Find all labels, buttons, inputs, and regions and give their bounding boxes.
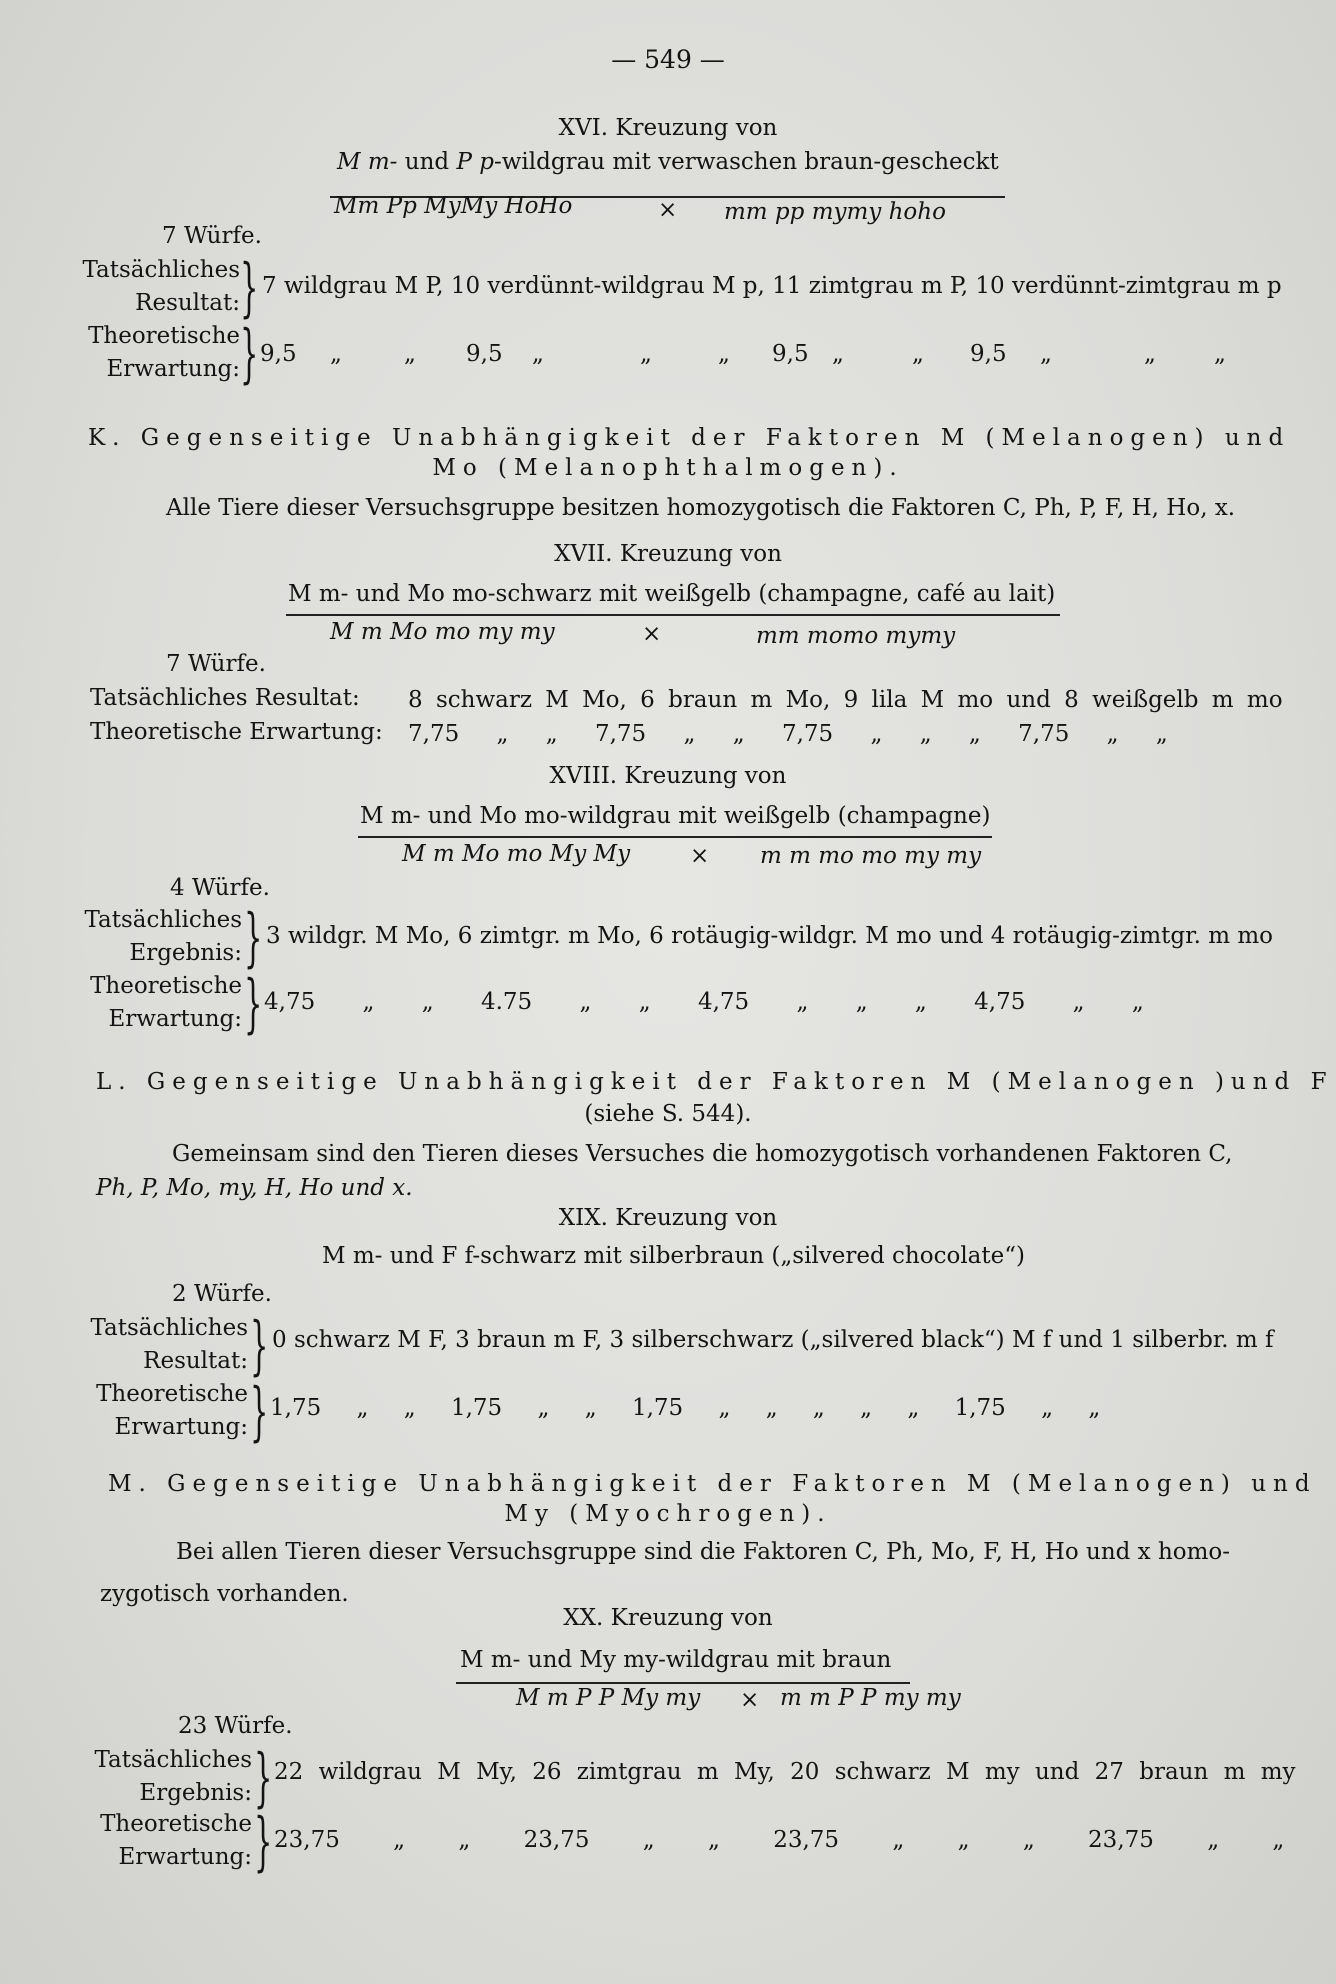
xviii-title: XVIII. Kreuzung von	[549, 763, 787, 789]
xx-cross-line: M m- und My my-wildgrau mit braun	[460, 1647, 892, 1673]
xx-genotype-right: m m P P my my	[780, 1685, 961, 1711]
xvii-title: XVII. Kreuzung von	[554, 541, 782, 567]
l-note-1: Gemeinsam sind den Tieren dieses Versuches die homozygotisch vorhandenen Faktoren C,	[172, 1141, 1233, 1167]
k-note: Alle Tiere dieser Versuchsgruppe besitzen homozygotisch die Faktoren C, Ph, P, F, H, Ho, x.	[166, 495, 1236, 521]
xviii-genotype-right: m m mo mo my my	[760, 843, 982, 869]
xvi-brace-expect: }	[240, 317, 259, 391]
xix-brace-result: }	[250, 1309, 269, 1383]
xx-label-expect: Theoretische Erwartung:	[100, 1811, 252, 1870]
xviii-brace-expect: }	[244, 967, 263, 1041]
xvi-cross-line: M m- und P p-wildgrau mit verwaschen braun-gescheckt	[337, 149, 999, 175]
xx-title: XX. Kreuzung von	[563, 1605, 773, 1631]
m-note-2: zygotisch vorhanden.	[100, 1581, 349, 1607]
xix-result: 0 schwarz M F, 3 braun m F, 3 silberschwarz („silvered black“) M f und 1 silberbr. m f	[272, 1327, 1274, 1353]
xvii-fraction-line	[286, 614, 1060, 616]
xx-expect: 23,75 „ „ 23,75 „ „ 23,75 „ „ „ 23,75 „ „	[274, 1827, 1285, 1853]
l-heading: L. Gegenseitige Unabhängigkeit der Faktoren M (Melanogen )und F	[96, 1069, 1334, 1095]
xx-genotype-left: M m P P My my	[516, 1685, 701, 1711]
xix-label-result: Tatsächliches Resultat:	[90, 1315, 248, 1374]
xx-label-result: Tatsächliches Ergebnis:	[94, 1747, 252, 1806]
xx-brace-result: }	[254, 1741, 273, 1815]
xvi-result: 7 wildgrau M P, 10 verdünnt-wildgrau M p, 11 zimtgrau m P, 10 verdünnt-zimtgrau m p	[262, 273, 1282, 299]
xviii-times: ×	[690, 843, 710, 869]
xx-brace-expect: }	[254, 1805, 273, 1879]
xx-times: ×	[740, 1687, 760, 1713]
xvi-genotype-right: mm pp mymy hoho	[724, 199, 946, 225]
xviii-cross-line: M m- und Mo mo-wildgrau mit weißgelb (champagne)	[360, 803, 991, 829]
xviii-wuerfe: 4 Würfe.	[170, 875, 270, 901]
xix-cross-line: M m- und F f-schwarz mit silberbraun („silvered chocolate“)	[322, 1243, 1025, 1269]
m-note-1: Bei allen Tieren dieser Versuchsgruppe sind die Faktoren C, Ph, Mo, F, H, Ho und x homo-	[176, 1539, 1231, 1565]
page-number: — 549 —	[611, 45, 725, 74]
xix-brace-expect: }	[250, 1375, 269, 1449]
m-heading-2: My (Myochrogen).	[504, 1501, 832, 1527]
xvii-wuerfe: 7 Würfe.	[166, 651, 266, 677]
xvi-brace-result: }	[240, 251, 259, 325]
xvi-times: ×	[658, 197, 678, 223]
xviii-brace-result: }	[244, 901, 263, 975]
xviii-label-result: Tatsächliches Ergebnis:	[84, 907, 242, 966]
l-note-2: Ph, P, Mo, my, H, Ho und x.	[96, 1175, 413, 1201]
xvi-genotype-left: Mm Pp MyMy HoHo	[334, 193, 573, 219]
xix-wuerfe: 2 Würfe.	[172, 1281, 272, 1307]
k-heading: K. Gegenseitige Unabhängigkeit der Faktoren M (Melanogen) und	[88, 425, 1291, 451]
xviii-genotype-left: M m Mo mo My My	[402, 841, 631, 867]
xvii-expect: 7,75 „ „ 7,75 „ „ 7,75 „ „ „ 7,75 „ „	[408, 721, 1168, 747]
xx-wuerfe: 23 Würfe.	[178, 1713, 293, 1739]
xvii-genotype-left: M m Mo mo my my	[330, 619, 555, 645]
xix-label-expect: Theoretische Erwartung:	[96, 1381, 248, 1440]
xvii-cross-line: M m- und Mo mo-schwarz mit weißgelb (champagne, café au lait)	[288, 581, 1056, 607]
xvi-expect-row: 9,5 „ „ 9,5 „ „ „ 9,5 „ „ 9,5 „ „ „	[260, 341, 1226, 367]
xviii-expect: 4,75 „ „ 4.75 „ „ 4,75 „ „ „ 4,75 „ „	[264, 989, 1144, 1015]
xix-title: XIX. Kreuzung von	[558, 1205, 778, 1231]
xvii-times: ×	[642, 621, 662, 647]
m-heading: M. Gegenseitige Unabhängigkeit der Faktoren M (Melanogen) und	[108, 1471, 1317, 1497]
xvii-label-result: Tatsächliches Resultat:	[90, 685, 360, 711]
xvi-label-expect: Theoretische Erwartung:	[88, 323, 240, 382]
l-heading-2: (siehe S. 544).	[584, 1101, 752, 1127]
k-heading-2: Mo (Melanophthalmogen).	[432, 455, 904, 481]
xviii-fraction-line	[358, 836, 992, 838]
xix-expect: 1,75 „ „ 1,75 „ „ 1,75 „ „ „ „ „ 1,75 „ „	[270, 1395, 1101, 1421]
xvii-genotype-right: mm momo mymy	[756, 623, 956, 649]
xvii-result: 8 schwarz M Mo, 6 braun m Mo, 9 lila M mo und 8 weißgelb m mo	[408, 687, 1283, 713]
xvii-label-expect: Theoretische Erwartung:	[90, 719, 383, 745]
xvi-wuerfe: 7 Würfe.	[162, 223, 262, 249]
xx-result: 22 wildgrau M My, 26 zimtgrau m My, 20 schwarz M my und 27 braun m my	[274, 1759, 1296, 1785]
xviii-label-expect: Theoretische Erwartung:	[90, 973, 242, 1032]
xvi-label-result: Tatsächliches Resultat:	[82, 257, 240, 316]
xviii-result: 3 wildgr. M Mo, 6 zimtgr. m Mo, 6 rotäugig-wildgr. M mo und 4 rotäugig-zimtgr. m mo	[266, 923, 1273, 949]
xvi-title: XVI. Kreuzung von	[558, 115, 778, 141]
